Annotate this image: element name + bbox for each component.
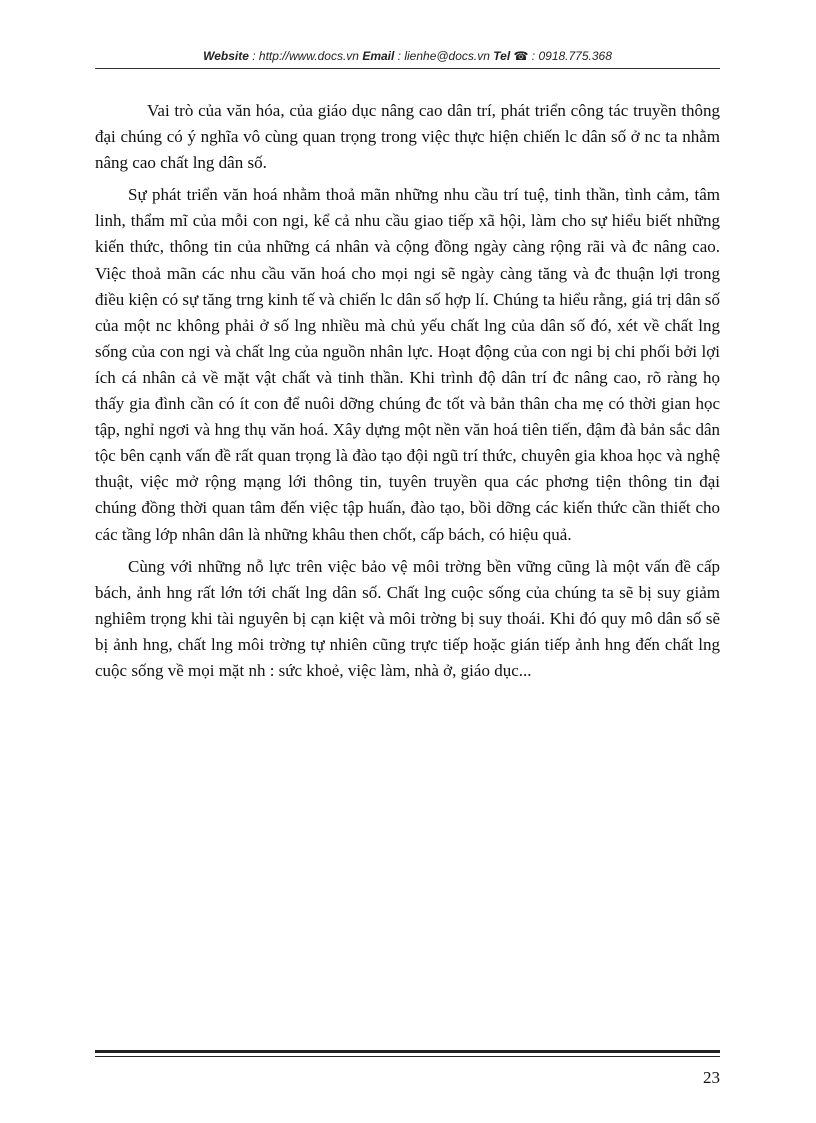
body-paragraph-2: Sự phát triển văn hoá nhằm thoả mãn những nhu cầu trí tuệ, tinh thần, tình cảm, tâm linh, thẩm mĩ của mỗi con ngi, kể cả nhu cầu giao tiếp xã hội, làm cho sự hiểu biết những kiến thức, thông tin của những cá nhân và cộng đồng ngày càng rộng rãi và đc nâng cao. Việc thoả mãn các nhu cầu văn hoá cho mọi ngi sẽ ngày càng tăng và đc thuận lợi trong điều kiện có sự tăng trng kinh tế và chiến lc dân số hợp lí. Chúng ta hiểu rằng, giá trị dân số của một nc không phải ở số lng nhiều mà chủ yếu chất lng của dân số đó, xét về chất lng sống của con ngi và chất lng của nguồn nhân lực. Hoạt động của con ngi bị chi phối bởi lợi ích cá nhân cả về mặt vật chất và tinh thần. Khi trình độ dân trí đc nâng cao, rõ ràng họ thấy gia đình cần có ít con để nuôi dỡng chúng đc tốt và bản thân cha mẹ có thời gian học tập, nghỉ ngơi và hng thụ văn hoá. Xây dựng một nền văn hoá tiên tiến, đậm đà bản sắc dân tộc bên cạnh vấn đề rất quan trọng là đào tạo đội ngũ trí thức, chuyên gia khoa học và nghệ thuật, việc mở rộng mạng lới thông tin, tuyên truyền qua các phơng tiện thông tin đại chúng đồng thời quan tâm đến việc tập huấn, đào tạo, bồi dỡng các kiến thức cần thiết cho các tầng lớp nhân dân là những khâu then chốt, cấp bách, có hiệu quả. (95, 185, 720, 544)
website-label: Website (203, 49, 249, 63)
email-label: Email (362, 49, 395, 63)
document-body (95, 98, 720, 690)
header-divider (95, 68, 720, 69)
footer-divider-thick (95, 1050, 720, 1053)
email-separator: : (394, 49, 405, 63)
footer-divider-thin (95, 1056, 720, 1057)
phone-number: : 0918.775.368 (528, 49, 612, 63)
website-separator: : (248, 49, 259, 63)
page-header (95, 49, 720, 63)
tel-label: Tel (493, 49, 511, 63)
phone-icon: ☎ (513, 49, 529, 63)
email-address: lienhe@docs.vn (404, 49, 490, 63)
body-paragraph-1: Vai trò của văn hóa, của giáo dục nâng cao dân trí, phát triển công tác truyền thông đại chúng có ý nghĩa vô cùng quan trọng trong việc thực hiện chiến lc dân số ở nc ta nhằm nâng cao chất lng dân số. (95, 101, 720, 173)
body-paragraph-3: Cùng với những nỗ lực trên việc bảo vệ môi trờng bền vững cũng là một vấn đề cấp bách, ảnh hng rất lớn tới chất lng dân số. Chất lng cuộc sống của chúng ta sẽ bị suy giảm nghiêm trọng khi tài nguyên bị cạn kiệt và môi trờng bị suy thoái. Khi đó quy mô dân số sẽ bị ảnh hng, chất lng môi trờng tự nhiên cũng trực tiếp hoặc gián tiếp ảnh hng đến chất lng cuộc sống về mọi mặt nh : sức khoẻ, việc làm, nhà ở, giáo dục... (95, 556, 720, 680)
website-url: http://www.docs.vn (258, 49, 359, 63)
page-number: 23 (703, 1068, 720, 1087)
